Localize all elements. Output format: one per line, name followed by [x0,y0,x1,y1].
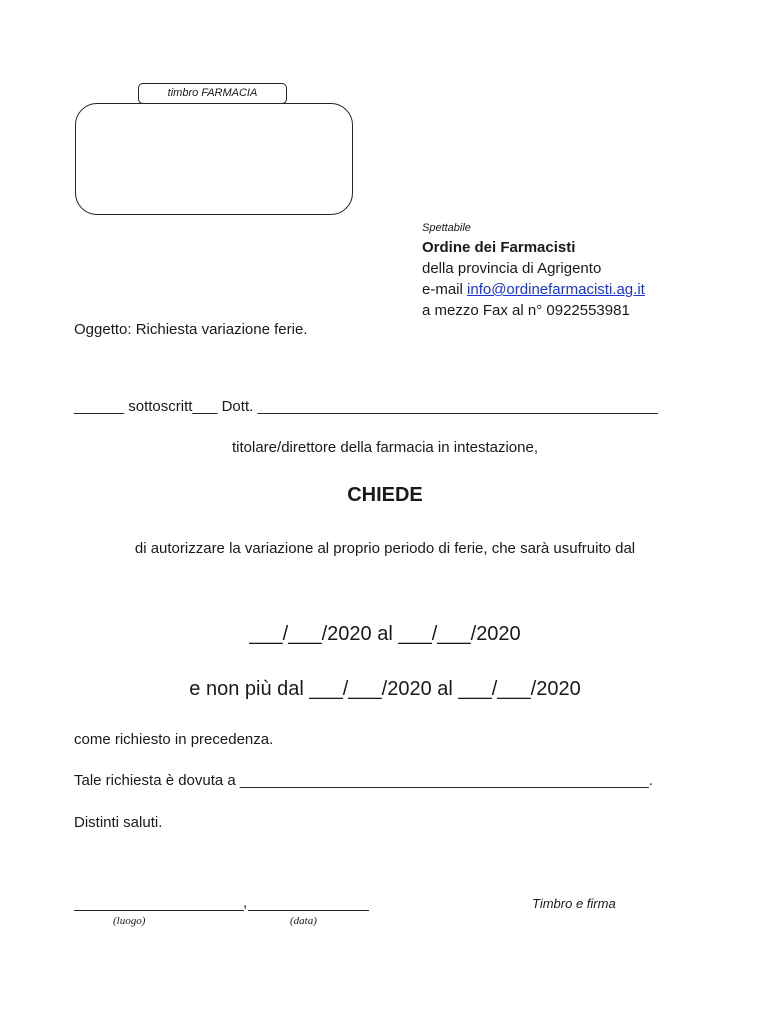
recipient-fax: a mezzo Fax al n° 0922553981 [422,302,630,319]
reason-line: Tale richiesta è dovuta a _________________________________________________. [74,772,653,789]
new-period-line: ___/___/2020 al ___/___/2020 [249,623,521,645]
pharmacy-stamp-label: timbro FARMACIA [138,83,287,104]
stamp-and-signature-label: Timbro e firma [532,896,616,911]
recipient-org: Ordine dei Farmacisti [422,239,576,256]
subject-line: Oggetto: Richiesta variazione ferie. [74,321,308,338]
pharmacy-stamp-box [75,103,353,215]
date-label: (data) [290,915,317,927]
request-title: CHIEDE [347,484,423,506]
role-line: titolare/direttore della farmacia in intestazione, [232,439,538,456]
closing-line: Distinti saluti. [74,814,163,831]
request-text: di autorizzare la variazione al proprio periodo di ferie, che sarà usufruito dal [134,540,636,557]
recipient-province: della provincia di Agrigento [422,260,602,277]
place-label: (luogo) [113,915,146,927]
signatory-line: ______ sottoscritt___ Dott. ________________________________________________ [74,398,658,415]
email-prefix: e-mail [422,281,468,298]
recipient-salutation: Spettabile [422,222,471,234]
place-underline [74,910,244,911]
recipient-block [422,219,645,321]
email-link[interactable]: info@ordinefarmacisti.ag.it [467,281,645,298]
as-requested-line: come richiesto in precedenza. [74,731,274,748]
old-period-line: e non più dal ___/___/2020 al ___/___/2020 [189,678,581,700]
place-date-comma: , [243,894,248,911]
recipient-email-line [422,279,645,300]
date-underline [248,910,369,911]
